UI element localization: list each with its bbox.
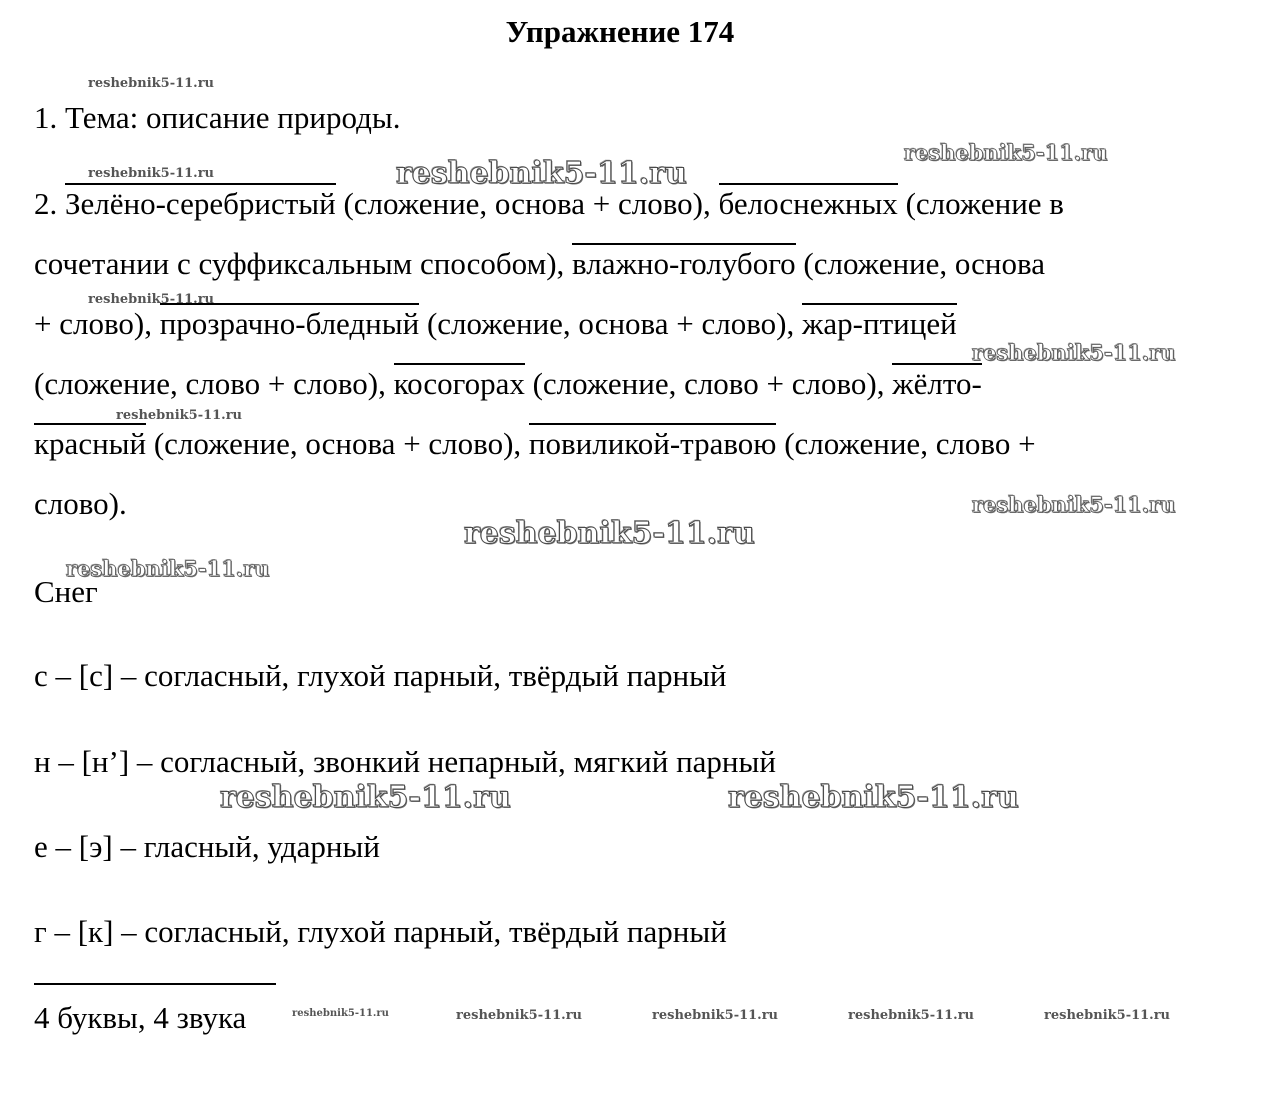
watermark: reshebnik5-11.ru bbox=[456, 1008, 583, 1023]
word-povilikoj-travoyu: повиликой-травою bbox=[529, 423, 777, 461]
watermark: reshebnik5-11.ru bbox=[220, 780, 511, 815]
analyzed-word: Снег bbox=[34, 574, 98, 609]
word-zhelto: жёлто- bbox=[892, 363, 982, 401]
word-krasnyj: красный bbox=[34, 423, 146, 461]
paragraph-line-2 bbox=[34, 246, 1045, 282]
watermark: reshebnik5-11.ru bbox=[728, 780, 1019, 815]
watermark: reshebnik5-11.ru bbox=[88, 166, 215, 181]
text-fragment: (сложение, слово + слово), bbox=[34, 366, 394, 401]
watermark: reshebnik5-11.ru bbox=[652, 1008, 779, 1023]
text-fragment: + слово), bbox=[34, 306, 160, 341]
word-zhar-ptitsej: жар-птицей bbox=[802, 303, 957, 341]
watermark: reshebnik5-11.ru bbox=[88, 76, 215, 91]
watermark: reshebnik5-11.ru bbox=[292, 1008, 389, 1019]
text-fragment: (сложение, основа + слово), bbox=[419, 306, 802, 341]
watermark: reshebnik5-11.ru bbox=[88, 292, 215, 307]
divider-line bbox=[34, 983, 276, 985]
text-fragment: (сложение, слово + слово), bbox=[524, 366, 893, 401]
phonetic-row-n: н – [н’] – согласный, звонкий непарный, мягкий парный bbox=[34, 744, 776, 779]
word-vlazhno-golubogo: влажно-голубого bbox=[572, 243, 796, 281]
watermark: reshebnik5-11.ru bbox=[972, 492, 1176, 517]
paragraph-line-5 bbox=[34, 426, 1036, 462]
paragraph-line-1 bbox=[34, 186, 1064, 222]
word-zeleno-serebristyj: Зелёно-серебристый bbox=[65, 183, 336, 221]
watermark: reshebnik5-11.ru bbox=[972, 340, 1176, 365]
paragraph-line-3 bbox=[34, 306, 957, 342]
watermark: reshebnik5-11.ru bbox=[1044, 1008, 1171, 1023]
summary: 4 буквы, 4 звука bbox=[34, 1000, 247, 1035]
phonetic-row-s: с – [с] – согласный, глухой парный, твёрдый парный bbox=[34, 658, 727, 693]
word-prozrachno-blednyj: прозрачно-бледный bbox=[160, 303, 419, 341]
text-fragment: (сложение, основа + слово), bbox=[146, 426, 529, 461]
phonetic-row-g: г – [к] – согласный, глухой парный, твёрдый парный bbox=[34, 914, 727, 949]
paragraph-line-4 bbox=[34, 366, 982, 402]
word-belosnezhnyh: белоснежных bbox=[719, 183, 898, 221]
watermark: reshebnik5-11.ru bbox=[464, 516, 755, 551]
watermark: reshebnik5-11.ru bbox=[66, 556, 270, 581]
phonetic-row-e: е – [э] – гласный, ударный bbox=[34, 829, 380, 864]
watermark: reshebnik5-11.ru bbox=[396, 156, 687, 191]
theme-line: 1. Тема: описание природы. bbox=[34, 100, 401, 135]
word-kosogorah: косогорах bbox=[394, 363, 525, 401]
item-number: 2. bbox=[34, 186, 58, 221]
text-fragment: (сложение, основа bbox=[795, 246, 1046, 281]
watermark: reshebnik5-11.ru bbox=[904, 140, 1108, 165]
watermark: reshebnik5-11.ru bbox=[116, 408, 243, 423]
paragraph-line-6: слово). bbox=[34, 486, 127, 521]
text-fragment: сочетании с суффиксальным способом), bbox=[34, 246, 573, 281]
text-fragment: (сложение в bbox=[897, 186, 1064, 221]
watermark: reshebnik5-11.ru bbox=[848, 1008, 975, 1023]
text-fragment: (сложение, основа + слово), bbox=[335, 186, 719, 221]
text-fragment: (сложение, слово + bbox=[776, 426, 1036, 461]
page-title: Упражнение 174 bbox=[505, 14, 735, 49]
